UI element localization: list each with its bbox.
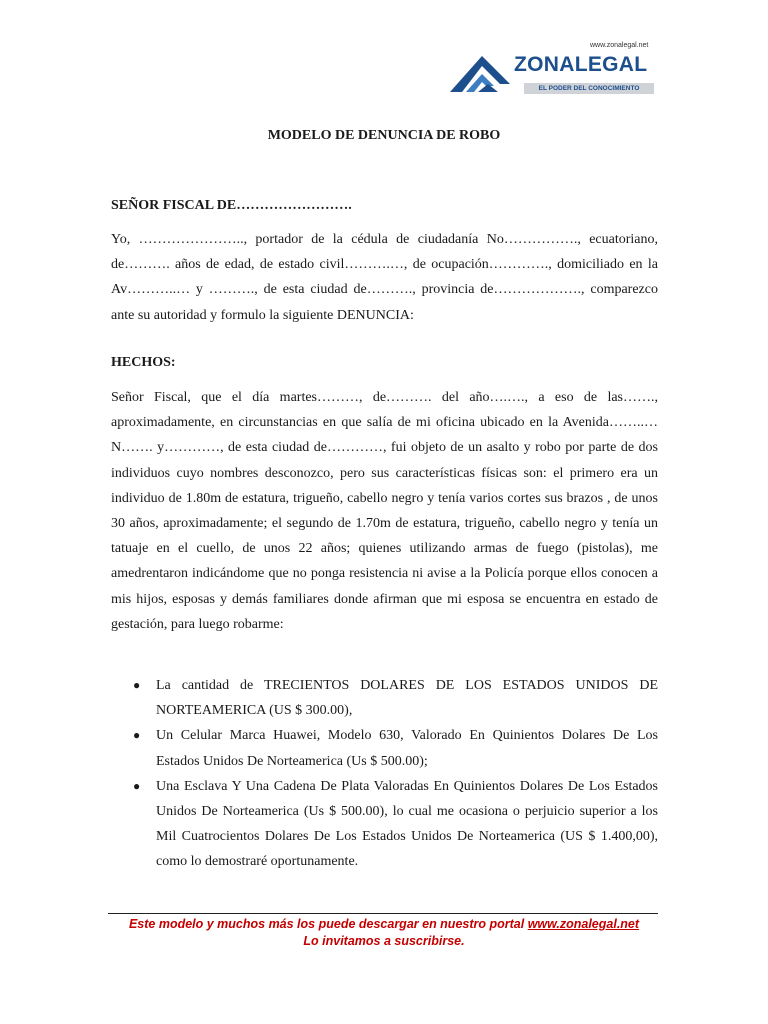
footer-divider [108,913,658,914]
bullet-icon: ● [133,778,141,793]
logo-name: ZONALEGAL [514,53,648,76]
list-item-text: Una Esclava Y Una Cadena De Plata Valoradas En Quinientos Dolares De Los Estados Unidos De Norteamerica (Us $ 500.00), lo cual me ocasiona o perjuicio superior a los Mil Cuatrocientos Dolares De Los Estados Unidos De Norteamerica (US $ 1.400,00), como lo demostraré oportunamente. [156,778,658,870]
list-item-text: Un Celular Marca Huawei, Modelo 630, Valorado En Quinientos Dolares De Los Estados Unidos De Norteamerica (Us $ 500.00); [156,728,658,769]
footer-subscribe-line: Lo invitamos a suscribirse. [303,934,465,948]
zonalegal-logo [448,40,660,98]
footer-promo-text: Este modelo y muchos más los puede descargar en nuestro portal [128,917,528,931]
intro-paragraph: Yo, ………………….., portador de la cédula de ciudadanía No……………., ecuatoriano, de………. años de edad, de estado civil……….…, de ocupación…………., domiciliado en la Av………..… y ………., de esta ciudad de………., provincia de………………., comparezco ante su autoridad y formulo la siguiente DENUNCIA: [111,232,658,323]
logo-tagline: EL PODER DEL CONOCIMIENTO [524,83,654,94]
logo-mountain-icon [448,50,512,94]
list-item [111,673,658,723]
bullet-icon: ● [133,678,141,692]
bullet-icon: ● [133,728,141,743]
footer-promo-line [0,917,768,931]
list-item [111,723,658,773]
footer-website-link[interactable]: www.zonalegal.net [527,917,640,931]
list-item [111,774,658,875]
addressee-line: SEÑOR FISCAL DE……………………. [111,198,352,213]
hechos-heading: HECHOS: [111,355,176,370]
stolen-items-list [111,673,658,875]
logo-url: www.zonalegal.net [590,42,649,49]
list-item-text: La cantidad de TRECIENTOS DOLARES DE LOS ESTADOS UNIDOS DE NORTEAMERICA (US $ 300.00), [156,678,658,719]
narrative-paragraph: Señor Fiscal, que el día martes………, de………. del año….…., a eso de las……., aproximadamente, en circunstancias en que salía de mi oficina ubicado en la Avenida……..… N……. y…………, de esta ciudad de…………, fui objeto de un asalto y robo por parte de dos individuos cuyo nombres desconozco, pero sus características físicas son: el primero era un individuo de 1.80m de estatura, trigueño, cabello negro y tenía varios cortes sus brazos , de unos 30 años, aproximadamente; el segundo de 1.70m de estatura, trigueño, cabello negro y tenía un tatuaje en el cuello, de unos 22 años; quienes utilizando armas de fuego (pistolas), me amedrentaron indicándome que no ponga resistencia ni avise a la Policía porque ellos conocen a mis hijos, esposas y demás familiares donde afirman que mi esposa se encuentra en estado de gestación, para luego robarme: [111,390,658,632]
document-title: MODELO DE DENUNCIA DE ROBO [267,128,501,143]
